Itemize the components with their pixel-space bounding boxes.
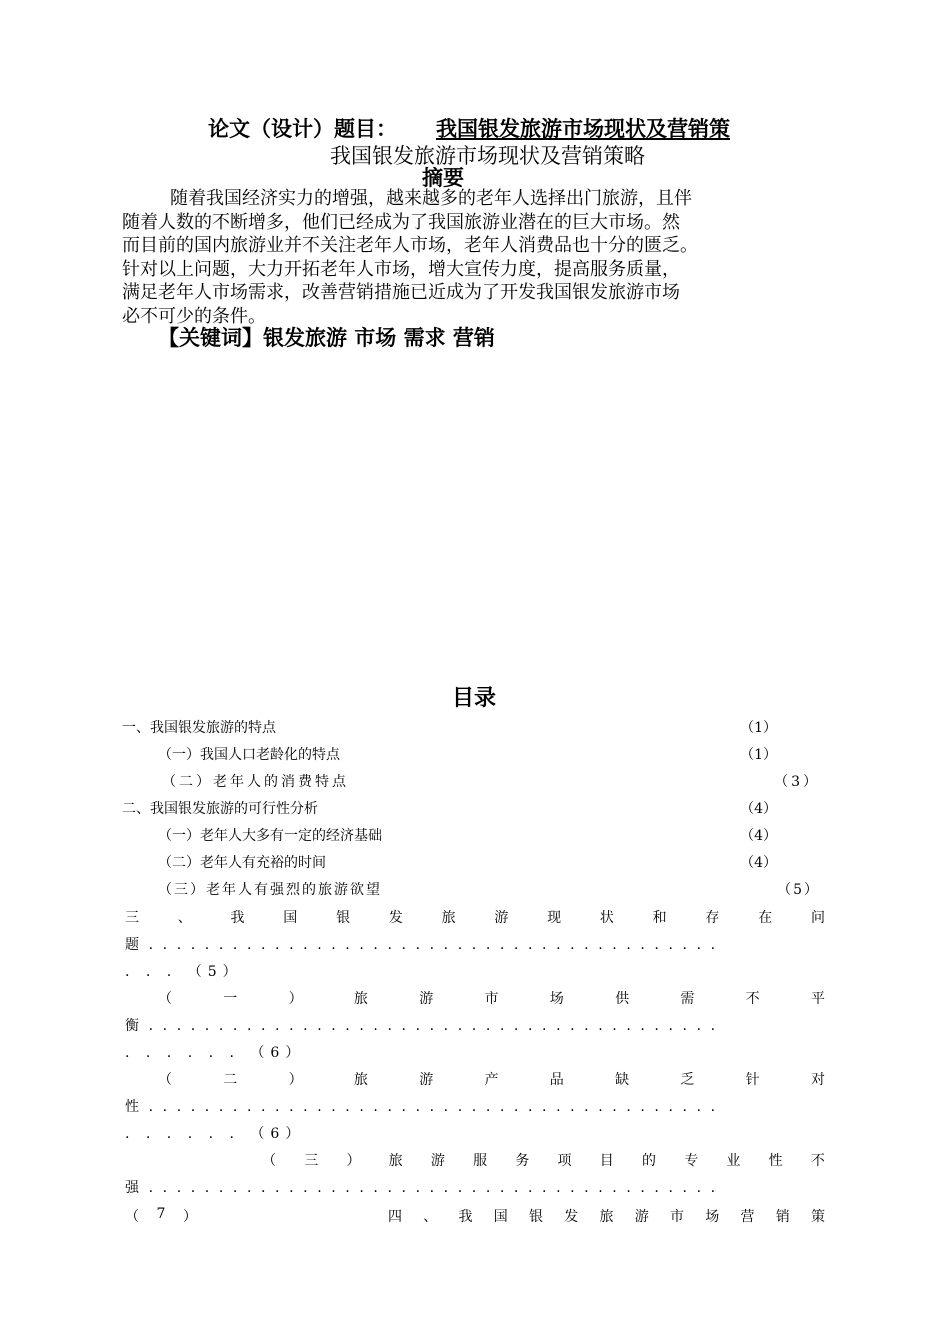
toc-char: 平 [810, 991, 825, 1007]
leader-dots: ......................................... [148, 1180, 725, 1196]
toc-entry-title-tail: 性 [125, 1099, 149, 1115]
toc-char: 性 [768, 1153, 783, 1169]
toc-char: 发 [388, 910, 403, 926]
toc-entry-justified [262, 1150, 825, 1170]
toc-char: 现 [547, 910, 562, 926]
toc-leader-line [125, 934, 825, 954]
abstract-line: 而目前的国内旅游业并不关注老年人市场，老年人消费品也十分的匮乏。 [122, 235, 698, 256]
toc-char: 不 [810, 1153, 825, 1169]
toc-char: 缺 [615, 1072, 630, 1088]
toc-char: 供 [615, 991, 630, 1007]
toc-char: 游 [430, 1153, 445, 1169]
toc-char: 在 [758, 910, 773, 926]
abstract-line: 必不可少的条件。 [122, 305, 266, 327]
toc-char: 国 [283, 910, 298, 926]
toc-entry-title: （二）老年人的消费特点 [162, 774, 349, 790]
toc-char: 旅 [353, 1072, 368, 1088]
toc-page: （6） [250, 1045, 306, 1061]
toc-char: 专 [684, 1153, 699, 1169]
toc-page: （5） [187, 964, 243, 980]
toc-char: ） [288, 1072, 303, 1088]
toc-char: 游 [634, 1209, 649, 1225]
toc-entry-page: （4） [740, 828, 777, 844]
toc-entry-title: 一、我国银发旅游的特点 [122, 720, 276, 736]
toc-entry-page: （5） [777, 882, 820, 898]
toc-char: 7 [156, 1206, 166, 1222]
toc-entry-page [125, 1123, 305, 1143]
abstract-heading: 摘要 [422, 165, 464, 190]
toc-char: （ [125, 1209, 139, 1225]
leader-dots: ......................................... [148, 1018, 725, 1034]
subtitle: 我国银发旅游市场现状及营销策略 [330, 144, 645, 168]
toc-char: 场 [705, 1209, 720, 1225]
thesis-title-label: 论文（设计）题目： [208, 116, 397, 141]
toc-char: 国 [493, 1209, 508, 1225]
abstract-body [122, 187, 842, 328]
toc-char: 发 [564, 1209, 579, 1225]
toc-char: 目 [599, 1153, 614, 1169]
toc-entry-title: 二、我国银发旅游的可行性分析 [122, 801, 318, 817]
thesis-title-value: 我国银发旅游市场现状及营销策 [436, 116, 730, 141]
toc-char: 二 [223, 1072, 238, 1088]
toc-entry-title-tail: 强 [125, 1180, 149, 1196]
toc-char: ） [182, 1209, 197, 1225]
abstract-line: 针对以上问题，大力开拓老年人市场，增大宣传力度，提高服务质量， [122, 258, 680, 280]
toc-entry-title: （三）老年人有强烈的旅游欲望 [158, 882, 382, 898]
toc-char: 对 [810, 1072, 825, 1088]
toc-entry [158, 825, 777, 845]
toc-char: 旅 [441, 910, 456, 926]
toc-entry [122, 717, 777, 737]
toc-char: 针 [745, 1072, 760, 1088]
toc-char: 、 [177, 910, 192, 926]
toc-char: 、 [423, 1209, 438, 1225]
toc-char: 我 [458, 1209, 473, 1225]
toc-char: 旅 [599, 1209, 614, 1225]
toc-char: （ [158, 1072, 172, 1088]
toc-char: 乏 [680, 1072, 695, 1088]
toc-char: 品 [549, 1072, 564, 1088]
toc-entry-page: （3） [774, 774, 820, 790]
keywords: 【关键词】银发旅游 市场 需求 营销 [158, 325, 495, 350]
toc-entry-title-tail: 题 [125, 937, 149, 953]
toc-char: 务 [515, 1153, 530, 1169]
toc-char: 项 [557, 1153, 572, 1169]
toc-char: ） [346, 1153, 361, 1169]
toc-char: 存 [705, 910, 720, 926]
toc-char: 游 [419, 1072, 434, 1088]
toc-char: 的 [641, 1153, 656, 1169]
toc-char: 需 [680, 991, 695, 1007]
toc-entry-page [125, 961, 243, 981]
toc-entry [158, 879, 820, 899]
toc-entry-page: （4） [740, 855, 777, 871]
toc-heading: 目录 [452, 685, 497, 711]
toc-char: 产 [484, 1072, 499, 1088]
toc-entry [162, 771, 820, 791]
abstract-line: 随着人数的不断增多，他们已经成为了我国旅游业潜在的巨大市场。然 [122, 211, 680, 233]
toc-char: 旅 [353, 991, 368, 1007]
toc-entry-justified [388, 1206, 825, 1226]
toc-char: 四 [388, 1209, 402, 1225]
toc-char: （ [158, 991, 172, 1007]
toc-entry-page: （1） [740, 720, 777, 736]
toc-char: 游 [494, 910, 509, 926]
toc-entry-justified [158, 988, 825, 1008]
toc-entry [158, 852, 777, 872]
toc-char: 服 [473, 1153, 488, 1169]
toc-entry [122, 798, 777, 818]
toc-leader-line [125, 1015, 825, 1035]
toc-char: 一 [223, 991, 238, 1007]
toc-entry-title: （二）老年人有充裕的时间 [158, 855, 326, 871]
toc-char: 场 [549, 991, 564, 1007]
toc-entry-page [125, 1206, 197, 1226]
leader-dots: . . . [125, 964, 178, 980]
abstract-line: 满足老年人市场需求，改善营销措施已近成为了开发我国银发旅游市场 [122, 282, 680, 303]
toc-char: 问 [810, 910, 825, 926]
toc-char: 营 [740, 1209, 755, 1225]
toc-char: （ [262, 1153, 276, 1169]
toc-char: 三 [304, 1153, 319, 1169]
toc-char: 市 [484, 991, 499, 1007]
toc-entry-title-tail: 衡 [125, 1018, 149, 1034]
toc-char: 银 [336, 910, 351, 926]
toc-leader-line [125, 1177, 825, 1197]
leader-dots: . . . . . . [125, 1045, 240, 1061]
toc-char: ） [288, 991, 303, 1007]
toc-entry-page [125, 1042, 305, 1062]
leader-dots: ......................................... [148, 1099, 725, 1115]
toc-char: 不 [745, 991, 760, 1007]
toc-entry [158, 744, 777, 764]
toc-entry-justified [125, 907, 825, 927]
toc-char: 游 [419, 991, 434, 1007]
toc-entry-page: （4） [740, 801, 777, 817]
toc-entry-justified [158, 1069, 825, 1089]
leader-dots: . . . . . . [125, 1126, 240, 1142]
toc-char: 和 [652, 910, 667, 926]
toc-char: 旅 [388, 1153, 403, 1169]
toc-entry-page: （1） [740, 747, 777, 763]
toc-char: 市 [670, 1209, 684, 1225]
abstract-line: 随着我国经济实力的增强，越来越多的老年人选择出门旅游，且伴 [170, 188, 692, 209]
toc-char: 我 [230, 910, 245, 926]
leader-dots: ......................................... [148, 937, 725, 953]
toc-page: （6） [250, 1126, 306, 1142]
toc-char: 银 [529, 1209, 543, 1225]
toc-entry-title: （一）老年人大多有一定的经济基础 [158, 828, 382, 844]
toc-entry-title: （一）我国人口老龄化的特点 [158, 747, 340, 763]
toc-char: 销 [775, 1209, 790, 1225]
toc-char: 状 [599, 910, 614, 926]
toc-leader-line [125, 1096, 825, 1116]
toc-char: 策 [811, 1209, 825, 1225]
toc-char: 业 [726, 1153, 741, 1169]
toc-char: 三 [125, 910, 139, 926]
